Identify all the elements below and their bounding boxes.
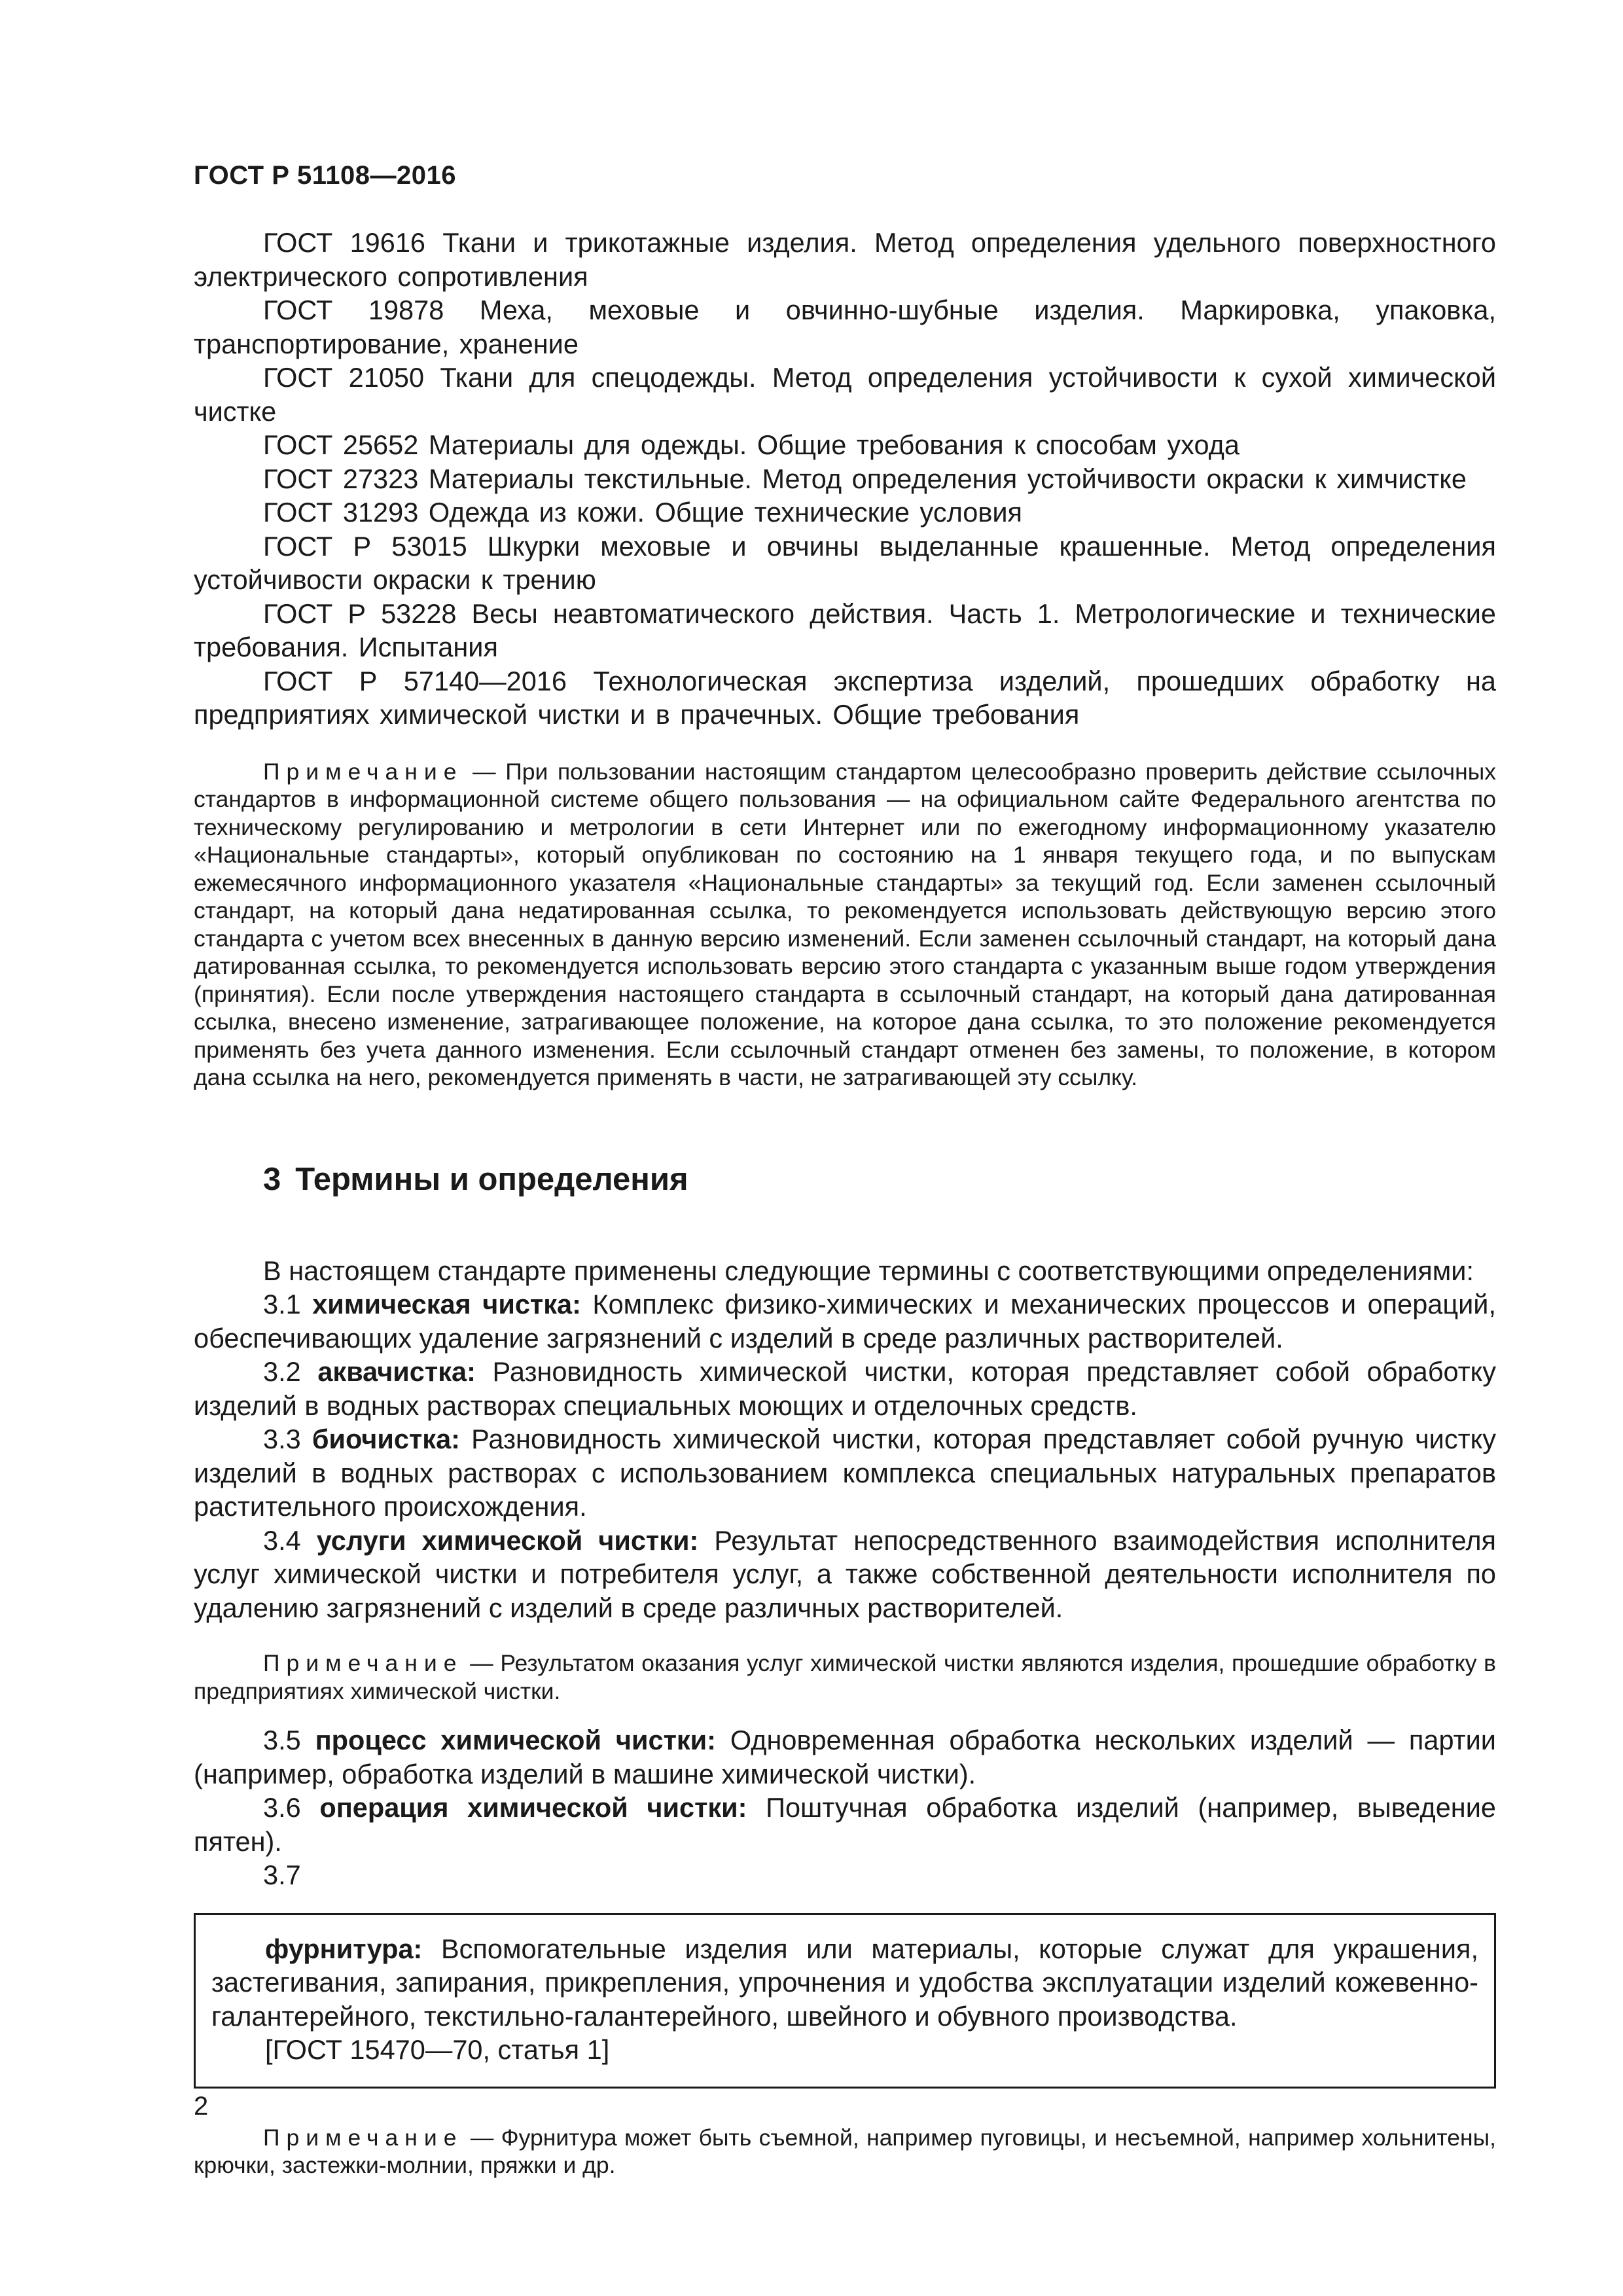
term-definition: Результат непосредственного взаимодействия исполнителя услуг химической чистки и потребителя услуг, а также собственной деятельности исполнителя по удалению загрязнений с изделий в среде различных растворителей. — [194, 1524, 1497, 1623]
reference-title: Одежда из кожи. Общие технические условия — [428, 497, 1023, 528]
term-number: 3.2 — [263, 1356, 301, 1387]
term-entry — [194, 1287, 1496, 1355]
term-name: операция химической чистки: — [319, 1792, 747, 1823]
term-source: [ГОСТ 15470—70, статья 1] — [265, 2034, 610, 2065]
term-entry — [194, 1422, 1496, 1524]
term-name: процесс химической чистки: — [315, 1725, 717, 1755]
term-entry — [194, 1791, 1496, 1858]
note-lead: Примечание — [263, 758, 463, 785]
section-heading — [263, 1160, 1496, 1199]
note-text: — Фурнитура может быть съемной, например пуговицы, и несъемной, например хольнитены, крючки, застежки-молнии, пряжки и др. — [194, 2124, 1496, 2178]
reference-code: ГОСТ Р 53228 — [263, 598, 457, 629]
term-definition: Разновидность химической чистки, которая представляет собой обработку изделий в водных растворах специальных моющих и отделочных средств. — [194, 1356, 1497, 1421]
reference-item — [194, 226, 1496, 293]
reference-title: Шкурки меховые и овчины выделанные крашенные. Метод определения устойчивости окраски к трению — [194, 530, 1496, 595]
normative-references — [194, 226, 1496, 732]
reference-title: Меха, меховые и овчинно-шубные изделия. Маркировка, упаковка, транспортирование, хранение — [194, 295, 1497, 359]
note-text: — При пользовании настоящим стандартом целесообразно проверить действие ссылочных стандартов в информационной системе общего пользования — на официальном сайте Федерального агентства по техническому регулированию и метрологии в сети Интернет или по ежегодному информационному указателю «Национальные стандарты», который опубликован по состоянию на 1 января текущего года, и по выпускам ежемесячного информационного указателя «Национальные стандарты» за текущий год. Если заменен ссылочный стандарт, на который дана недатированная ссылка, то рекомендуется использовать действующую версию этого стандарта с учетом всех внесенных в данную версию изменений. Если заменен ссылочный стандарт, на который дана датированная ссылка, то рекомендуется использовать версию этого стандарта с указанным выше годом утверждения (принятия). Если после утверждения настоящего стандарта в ссылочный стандарт, на который дана датированная ссылка, внесено изменение, затрагивающее положение, на которое дана ссылка, то это положение рекомендуется применять без учета данного изменения. Если ссылочный стандарт отменен без замены, то положение, в котором дана ссылка на него, рекомендуется применять в части, не затрагивающей эту ссылку. — [194, 758, 1496, 1090]
reference-code: ГОСТ Р 53015 — [263, 530, 467, 562]
reference-title: Ткани и трикотажные изделия. Метод определения удельного поверхностного электрического сопротивления — [194, 227, 1496, 292]
reference-title: Технологическая экспертиза изделий, прошедших обработку на предприятиях химической чистки и в прачечных. Общие требования — [194, 665, 1497, 730]
boxed-term-definition — [194, 1913, 1496, 2089]
reference-item — [194, 462, 1496, 496]
reference-title: Материалы текстильные. Метод определения устойчивости окраски к химчистке — [428, 463, 1467, 494]
term-entry — [194, 1723, 1496, 1791]
reference-title: Материалы для одежды. Общие требования к способам ухода — [428, 429, 1240, 460]
reference-item — [194, 664, 1496, 732]
reference-code: ГОСТ 25652 — [263, 429, 419, 460]
term-name: химическая чистка: — [312, 1289, 581, 1319]
reference-code: ГОСТ 19878 — [263, 295, 444, 325]
term-definition: Разновидность химической чистки, которая представляет собой ручную чистку изделий в водных растворах с использованием комплекса специальных натуральных препаратов растительного происхождения. — [194, 1424, 1496, 1522]
term-entry — [211, 1932, 1478, 2034]
term-number-3-7: 3.7 — [263, 1859, 301, 1890]
term-definition: Поштучная обработка изделий (например, выведение пятен). — [194, 1792, 1496, 1857]
term-number: 3.3 — [263, 1424, 301, 1454]
page-number: 2 — [194, 2092, 209, 2121]
term-definition: Комплекс физико-химических и механических процессов и операций, обеспечивающих удаление загрязнений с изделий в среде различных растворителей. — [194, 1289, 1497, 1354]
reference-code: ГОСТ 21050 — [263, 362, 425, 393]
note-text: — Результатом оказания услуг химической чистки являются изделия, прошедшие обработку в предприятиях химической чистки. — [194, 1650, 1496, 1704]
section-number: 3 — [263, 1161, 281, 1197]
term-entry — [194, 1355, 1496, 1422]
reference-item — [194, 529, 1496, 597]
reference-item — [194, 495, 1496, 529]
section-intro: В настоящем стандарте применены следующие термины с соответствующими определениями: — [263, 1255, 1474, 1286]
term-definition: Вспомогательные изделия или материалы, которые служат для украшения, застегивания, запирания, прикрепления, упрочнения и удобства эксплуатации изделий кожевенно-галантерейного, текстильно-галантерейного, швейного и обувного производства. — [211, 1933, 1478, 2032]
term-number: 3.4 — [263, 1524, 301, 1556]
reference-title: Весы неавтоматического действия. Часть 1. Метрологические и технические требования. Испытания — [194, 598, 1496, 662]
term-name: услуги химической чистки: — [316, 1524, 699, 1556]
note-term-3-4 — [194, 1649, 1496, 1705]
reference-code: ГОСТ 27323 — [263, 463, 419, 494]
note-lead: Примечание — [263, 1650, 463, 1676]
reference-item — [194, 597, 1496, 664]
reference-code: ГОСТ 19616 — [263, 227, 425, 258]
reference-item — [194, 361, 1496, 428]
document-header: ГОСТ Р 51108—2016 — [194, 161, 456, 190]
note-term-3-7 — [194, 2124, 1496, 2179]
section-title: Термины и определения — [295, 1161, 688, 1197]
term-entry — [194, 1524, 1496, 1625]
term-number: 3.5 — [263, 1725, 301, 1755]
term-number: 3.1 — [263, 1289, 301, 1319]
term-name: аквачистка: — [317, 1356, 476, 1387]
note-lead: Примечание — [263, 2124, 463, 2151]
reference-code: ГОСТ Р 57140—2016 — [263, 665, 567, 696]
reference-item — [194, 428, 1496, 462]
reference-code: ГОСТ 31293 — [263, 497, 419, 528]
term-name: фурнитура: — [265, 1933, 423, 1964]
term-definition: Одновременная обработка нескольких изделий — партии (например, обработка изделий в машине химической чистки). — [194, 1725, 1496, 1789]
note-references — [194, 758, 1496, 1092]
term-number: 3.6 — [263, 1792, 301, 1823]
reference-item — [194, 293, 1496, 361]
term-name: биочистка: — [312, 1424, 460, 1454]
reference-title: Ткани для спецодежды. Метод определения устойчивости к сухой химической чистке — [194, 362, 1496, 427]
page-content — [194, 226, 1496, 2179]
